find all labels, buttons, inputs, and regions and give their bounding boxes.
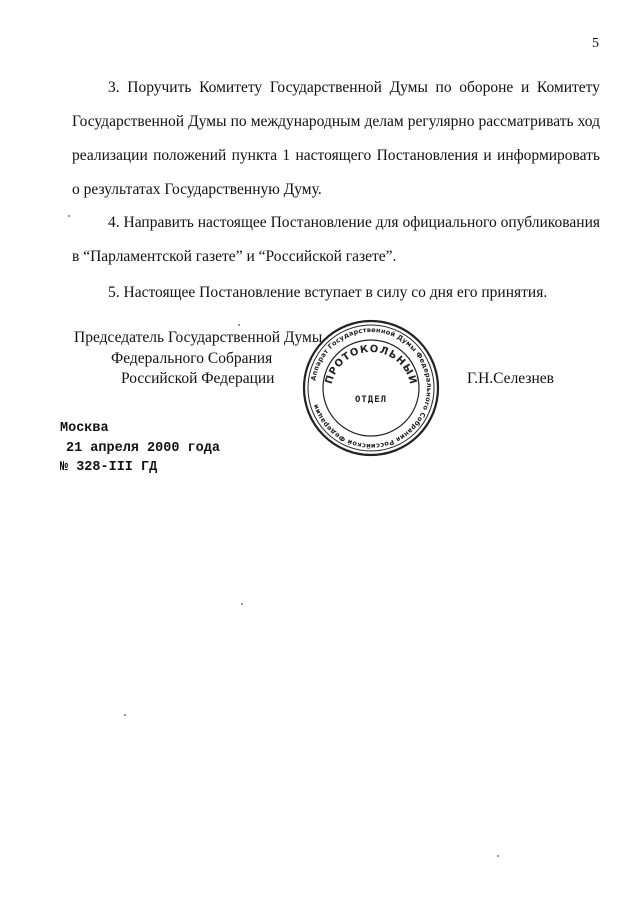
scan-speck xyxy=(241,603,243,605)
paragraph-4-text: 4. Направить настоящее Постановление для официального опубликования в “Парламентской газете” и “Российской газете”. xyxy=(72,214,600,265)
signature-title-line-3: Российской Федерации xyxy=(121,370,275,387)
signer-name: Г.Н.Селезнев xyxy=(467,370,554,387)
signature-title-line-2: Федерального Собрания xyxy=(111,350,273,367)
paragraph-5 xyxy=(72,276,600,310)
official-stamp xyxy=(301,318,441,458)
paragraph-3-text: 3. Поручить Комитету Государственной Думы по обороне и Комитету Государственной Думы по международным делам регулярно рассматривать ход реализации положений пункта 1 настоящего Постановления и информировать о результатах Государственную Думу. xyxy=(72,79,600,198)
scan-speck xyxy=(238,324,240,326)
paragraph-4 xyxy=(72,206,600,274)
paragraph-3 xyxy=(72,71,600,207)
scan-speck xyxy=(124,714,126,716)
scan-speck xyxy=(497,855,499,857)
paragraph-5-text: 5. Настоящее Постановление вступает в силу со дня его принятия. xyxy=(108,284,548,301)
stamp-outer-text: Аппарат Государственной Думы Федерального Собрания Российской Федерации xyxy=(309,325,434,451)
footer-number: № 328-III ГД xyxy=(60,460,158,475)
page-number: 5 xyxy=(592,36,599,51)
footer-date: 21 апреля 2000 года xyxy=(66,441,220,456)
stamp-center-text: ОТДЕЛ xyxy=(354,395,388,405)
footer-city: Москва xyxy=(60,421,109,436)
scan-speck xyxy=(68,215,70,217)
signature-title-line-1: Председатель Государственной Думы xyxy=(74,329,323,346)
stamp-inner-text: ПРОТОКОЛЬНЫЙ xyxy=(323,343,419,387)
